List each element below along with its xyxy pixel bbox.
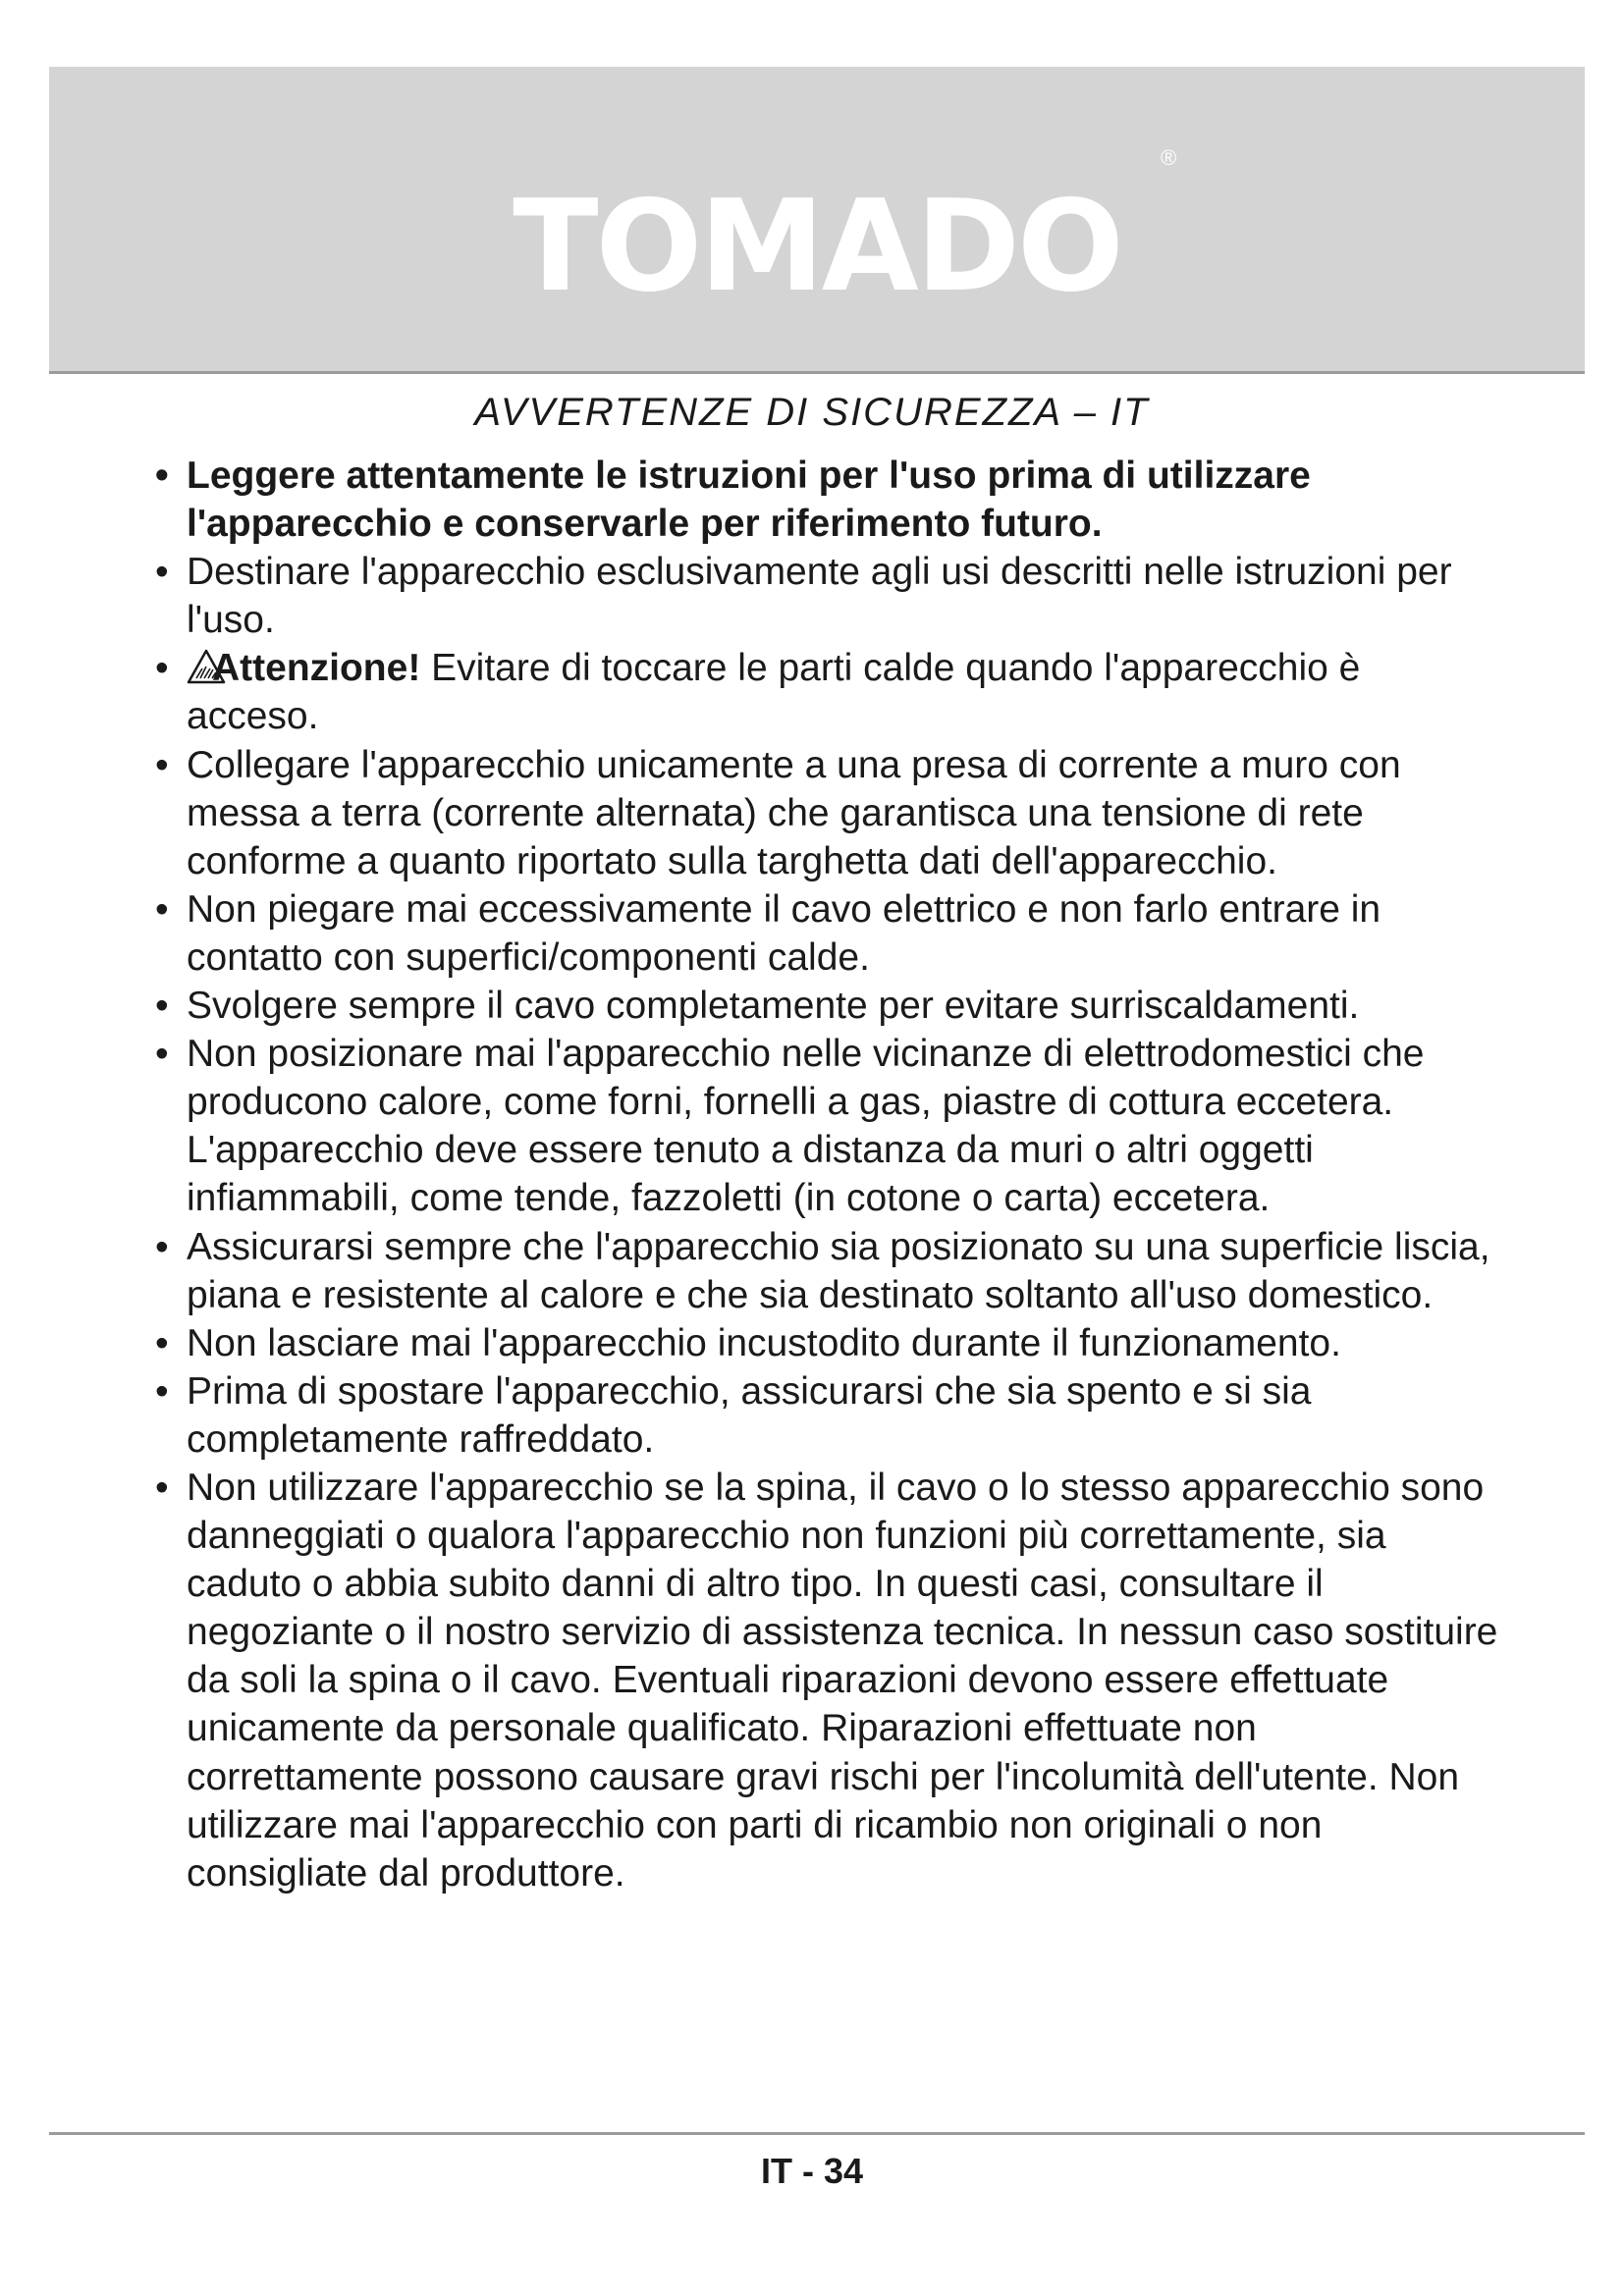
safety-warnings-list — [155, 452, 1500, 1897]
list-item: • Prima di spostare l'apparecchio, assicurarsi che sia spento e si sia completamente raffreddato. — [155, 1367, 1500, 1464]
footer-divider — [49, 2132, 1585, 2135]
page-number: IT - 34 — [760, 2151, 864, 2191]
list-item — [155, 644, 1500, 740]
registered-trademark: ® — [1161, 145, 1177, 170]
list-item: • Leggere attentamente le istruzioni per l'uso prima di utilizzare l'apparecchio e conservarle per riferimento futuro. — [155, 452, 1500, 548]
list-item: • Destinare l'apparecchio esclusivamente agli usi descritti nelle istruzioni per l'uso. — [155, 548, 1500, 644]
list-item: • Collegare l'apparecchio unicamente a una presa di corrente a muro con messa a terra (corrente alternata) che garantisca una tensione di rete conforme a quanto riportato sulla targhetta dati dell'apparecchio. — [155, 741, 1500, 885]
list-item: • Svolgere sempre il cavo completamente per evitare surriscaldamenti. — [155, 982, 1500, 1030]
page-title: AVVERTENZE DI SICUREZZA – IT — [474, 391, 1150, 434]
warning-text: Evitare di toccare le parti calde quando l'apparecchio è acceso. — [187, 647, 1361, 738]
list-item: • Non lasciare mai l'apparecchio incustodito durante il funzionamento. — [155, 1319, 1500, 1367]
list-item: • Non utilizzare l'apparecchio se la spina, il cavo o lo stesso apparecchio sono danneggiati o qualora l'apparecchio non funzioni più correttamente, sia caduto o abbia subito danni di altro tipo. In questi casi, consultare il negoziante o il nostro servizio di assistenza tecnica. In nessun caso sostituire da soli la spina o il cavo. Eventuali riparazioni devono essere effettuate unicamente da personale qualificato. Riparazioni effettuate non correttamente possono causare gravi rischi per l'incolumità dell'utente. Non utilizzare mai l'apparecchio con parti di ricambio non originali o non consigliate dal produttore. — [155, 1464, 1500, 1897]
warning-label: Attenzione! — [212, 647, 421, 690]
brand-logo: TOMADO — [513, 174, 1121, 320]
list-item: • Non piegare mai eccessivamente il cavo elettrico e non farlo entrare in contatto con superfici/componenti calde. — [155, 885, 1500, 982]
header-band — [49, 67, 1585, 374]
list-item: • Assicurarsi sempre che l'apparecchio sia posizionato su una superficie liscia, piana e resistente al calore e che sia destinato soltanto all'uso domestico. — [155, 1223, 1500, 1319]
list-item: • Non posizionare mai l'apparecchio nelle vicinanze di elettrodomestici che producono calore, come forni, fornelli a gas, piastre di cottura eccetera. L'apparecchio deve essere tenuto a distanza da muri o altri oggetti infiammabili, come tende, fazzoletti (in cotone o carta) eccetera. — [155, 1030, 1500, 1222]
